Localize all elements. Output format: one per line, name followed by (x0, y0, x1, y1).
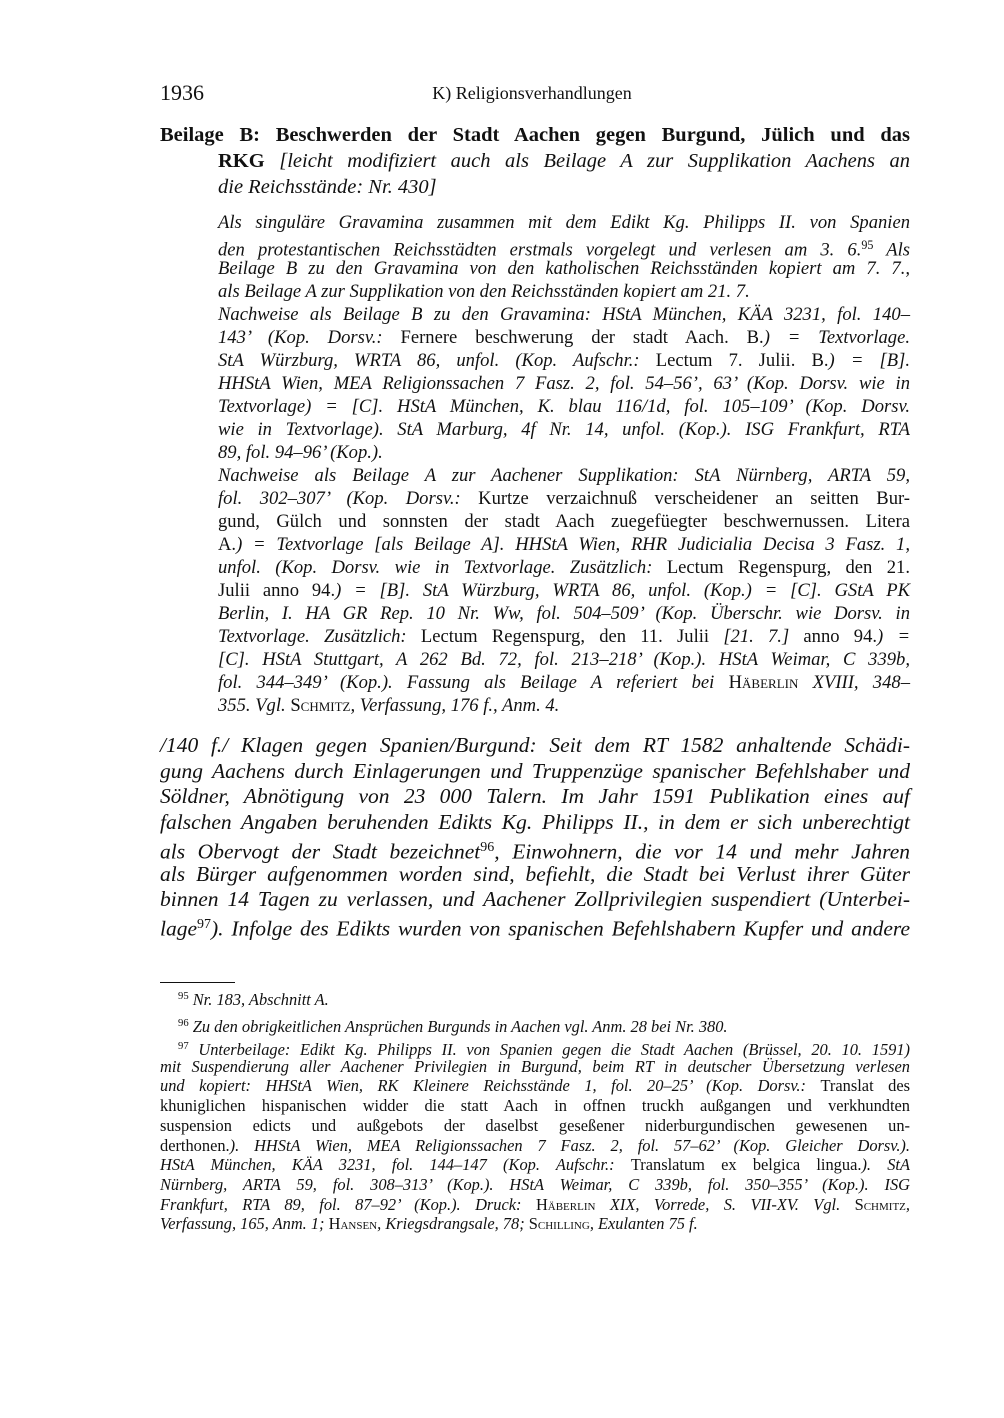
text-run: [C]. HStA Stuttgart, A 262 Bd. 72, fol. 213–218’ (Kop.). HStA Weimar, C 339b, (218, 648, 910, 670)
note-line (218, 326, 910, 349)
heading-line (218, 148, 910, 174)
note-line (218, 556, 910, 579)
body-line (160, 732, 910, 758)
text-run: ). StA (861, 1155, 910, 1175)
text-run: Häberlin (728, 671, 799, 693)
text-run: als Beilage A zur Supplikation von den Reichsständen kopiert am 21. 7. (218, 280, 750, 302)
text-run: Kurtze verzaichnuß verscheidener an seitten Bur- (478, 487, 910, 509)
note-line (218, 395, 910, 418)
footnotes-line (160, 1057, 910, 1077)
footnotes-line (160, 1195, 910, 1215)
note-line (218, 280, 910, 303)
text-run: ) = (877, 625, 911, 647)
note-line (218, 372, 910, 395)
text-run: Nachweise als Beilage A zur Aachener Supplikation: StA Nürnberg, ARTA 59, (218, 464, 910, 486)
text-run: Fernere beschwerung der stadt Aach. B. (400, 326, 764, 348)
text-run: A. (218, 533, 237, 555)
text-run: , Kriegsdrangsale, 78; (377, 1214, 529, 1234)
text-run: als Bürger aufgenommen worden sind, befiehlt, die Stadt bei Verlust ihrer Güter (160, 861, 910, 886)
note-line (218, 694, 910, 717)
footnotes-line (160, 1096, 910, 1116)
note-line (218, 648, 910, 671)
text-run: ) = Textvorlage. (763, 326, 910, 348)
text-run: Schmitz (854, 1194, 906, 1214)
text-run: Häberlin (535, 1194, 596, 1214)
running-title: K) Religionsverhandlungen (432, 83, 632, 103)
text-run: Textvorlage) = [C]. HStA München, K. blau 116/1d, fol. 105–109’ (Kop. Dorsv. (218, 395, 910, 417)
heading-line (218, 174, 910, 200)
body-line (160, 783, 910, 809)
heading-line (160, 122, 910, 148)
text-run: Translatum ex belgica lingua. (630, 1155, 862, 1175)
footnote-marker: 95 (861, 237, 874, 252)
text-run: und kopiert: HHStA Wien, RK Kleinere Reichsstände 1, fol. 20–25’ (Kop. Dorsv.: (160, 1076, 821, 1096)
text-run: Unterbeilage: Edikt Kg. Philipps II. von Spanien gegen die Stadt Aachen (Brüssel, 20. 10. 1591) (188, 1039, 910, 1059)
note-line (218, 510, 910, 533)
note-line (218, 303, 910, 326)
text-run: mit Suspendierung aller Aachener Privilegien in Burgund, beim RT in deutscher Übersetzung verlesen (160, 1056, 910, 1076)
body-line (160, 809, 910, 835)
body-line (160, 861, 910, 887)
text-run: Lectum Regenspurg, den 11. Julii (420, 625, 724, 647)
footnotes-line (160, 1175, 910, 1195)
note-line (218, 349, 910, 372)
text-run: die Reichsstände: Nr. 430] (218, 176, 437, 198)
page-number: 1936 (160, 80, 204, 105)
text-run: wie in Textvorlage). StA Marburg, 4f Nr. 14, unfol. (Kop.). ISG Frankfurt, RTA (218, 418, 910, 440)
footnotes-line (160, 1116, 910, 1136)
text-run: fol. 302–307’ (Kop. Dorsv.: (218, 487, 479, 509)
note-line (218, 464, 910, 487)
text-run: Berlin, I. HA GR Rep. 10 Nr. Ww, fol. 504–509’ (Kop. Überschr. wie Dorsv. in (218, 602, 910, 624)
text-run: , Verfassung, 176 f., Anm. 4. (350, 694, 560, 716)
footnotes-line (160, 1136, 910, 1156)
text-run: Schmitz (290, 694, 351, 716)
footnote-marker: 97 (178, 1041, 189, 1052)
text-run: Nachweise als Beilage B zu den Gravamina: HStA München, KÄA 3231, fol. 140– (218, 303, 910, 325)
text-run: Nürnberg, ARTA 59, fol. 308–313’ (Kop.). HStA Weimar, C 339b, fol. 350–355’ (Kop.). ISG (160, 1174, 910, 1194)
footnotes-line (160, 1155, 910, 1175)
text-run: StA Würzburg, WRTA 86, unfol. (Kop. Aufschr.: (218, 349, 656, 371)
text-run: ). Infolge des Edikts wurden von spanischen Befehlshabern Kupfer und andere (211, 916, 910, 941)
text-run: lage (160, 916, 198, 941)
footnote-rule (160, 982, 235, 983)
text-run: fol. 344–349’ (Kop.). Fassung als Beilage A referiert bei (218, 671, 729, 693)
note-line (218, 625, 910, 648)
text-run: den protestantischen Reichsstädten erstmals vorgelegt und verlesen am 3. 6. (218, 239, 862, 261)
text-run: binnen 14 Tagen zu verlassen, und Aachener Zollprivilegien suspendiert (Unterbei- (160, 887, 910, 912)
text-run: XIX, Vorrede, S. VII-XV. Vgl. (595, 1194, 855, 1214)
text-run: Nr. 183, Abschnitt A. (188, 989, 329, 1009)
text-run: Translat des (820, 1076, 910, 1096)
text-run: anno 94. (789, 625, 878, 647)
text-run: 355. Vgl. (218, 694, 291, 716)
text-run: RKG (218, 150, 265, 172)
text-run: unfol. (Kop. Dorsv. wie in Textvorlage. Zusätzlich: (218, 556, 667, 578)
text-run: Frankfurt, RTA 89, fol. 87–92’ (Kop.). Druck: (160, 1194, 536, 1214)
text-run: [leicht modifiziert auch als Beilage A zur Supplikation Aachens an (264, 150, 910, 172)
note-line (218, 602, 910, 625)
text-run: ) = Textvorlage [als Beilage A]. HHStA Wien, RHR Judicialia Decisa 3 Fasz. 1, (236, 533, 910, 555)
text-run: suspension edicts und außgebots der daselbst geseßener niderburgundischen gewesenen un- (160, 1115, 910, 1135)
text-run: Verfassung, 165, Anm. 1; (160, 1214, 329, 1234)
text-run: Lectum Regenspurg, den 21. (666, 556, 910, 578)
text-run: Schilling (528, 1214, 590, 1234)
text-run: gund, Gülch und sonnsten der stadt Aach zuegefüegter beschwernussen. Litera (218, 510, 910, 532)
note-line (218, 441, 910, 464)
footnotes-line (160, 1076, 910, 1096)
text-run: [21. 7.] (723, 625, 790, 647)
text-run: als Obervogt der Stadt bezeichnet (160, 839, 481, 864)
text-run: falschen Angaben beruhenden Edikts Kg. Philipps II., in dem er sich unberechtigt (160, 810, 910, 835)
footnote-marker: 95 (178, 991, 189, 1002)
text-run: derthonen. (160, 1135, 230, 1155)
text-run: Lectum 7. Julii. B. (655, 349, 829, 371)
footnote-marker: 96 (480, 839, 495, 855)
footnotes-line (178, 987, 910, 1010)
footnote-marker: 97 (197, 916, 211, 932)
text-run: , (905, 1194, 910, 1214)
note-line (218, 671, 910, 694)
text-run: khuniglichen hispanischen widder die statt Aach in offnen truckh außgangen und verkhundten (160, 1096, 910, 1116)
note-line (218, 257, 910, 280)
text-run: Julii anno 94. (218, 579, 336, 601)
text-run: Als (873, 239, 910, 261)
note-line (218, 211, 910, 234)
text-run: /140 f./ Klagen gegen Spanien/Burgund: Seit dem RT 1582 anhaltende Schädi- (160, 733, 910, 757)
text-run: ). HHStA Wien, MEA Religionssachen 7 Fasz. 2, fol. 57–62’ (Kop. Gleicher Dorsv.). (229, 1135, 910, 1155)
text-run: , Einwohnern, die vor 14 und mehr Jahren (494, 839, 911, 864)
text-run: XVIII, 348– (798, 671, 910, 693)
text-run: Hansen (328, 1214, 378, 1234)
text-run: ) = [B]. (828, 349, 910, 371)
footnotes-line (160, 1214, 910, 1234)
footnotes-line (178, 1014, 910, 1037)
text-run: Beilage B: Beschwerden der Stadt Aachen gegen Burgund, Jülich und das (160, 124, 910, 146)
note-line (218, 533, 910, 556)
text-run: gung Aachens durch Einlagerungen und Truppenzüge spanischer Befehlshaber und (160, 758, 910, 783)
text-run: HHStA Wien, MEA Religionssachen 7 Fasz. 2, fol. 54–56’, 63’ (Kop. Dorsv. wie in (218, 372, 910, 394)
text-run: , Exulanten 75 f. (589, 1214, 698, 1234)
footnote-marker: 96 (178, 1018, 189, 1029)
note-line (218, 418, 910, 441)
text-run: 89, fol. 94–96’ (Kop.). (218, 441, 383, 463)
body-line (160, 912, 910, 942)
text-run: Söldner, Abnötigung von 23 000 Talern. Im Jahr 1591 Publikation eines auf (160, 784, 910, 809)
note-line (218, 579, 910, 602)
body-line (160, 758, 910, 784)
body-line (160, 886, 910, 912)
text-run: Zu den obrigkeitlichen Ansprüchen Burgunds in Aachen vgl. Anm. 28 bei Nr. 380. (188, 1016, 728, 1036)
text-run: Beilage B zu den Gravamina von den katholischen Reichsständen kopiert am 7. 7., (218, 257, 910, 279)
note-line (218, 487, 910, 510)
text-run: 143’ (Kop. Dorsv.: (218, 326, 401, 348)
text-run: HStA München, KÄA 3231, fol. 144–147 (Kop. Aufschr.: (160, 1155, 631, 1175)
text-run: ) = [B]. StA Würzburg, WRTA 86, unfol. (Kop.) = [C]. GStA PK (335, 579, 910, 601)
text-run: Als singuläre Gravamina zusammen mit dem Edikt Kg. Philipps II. von Spanien (218, 211, 910, 233)
text-run: Textvorlage. Zusätzlich: (218, 625, 421, 647)
